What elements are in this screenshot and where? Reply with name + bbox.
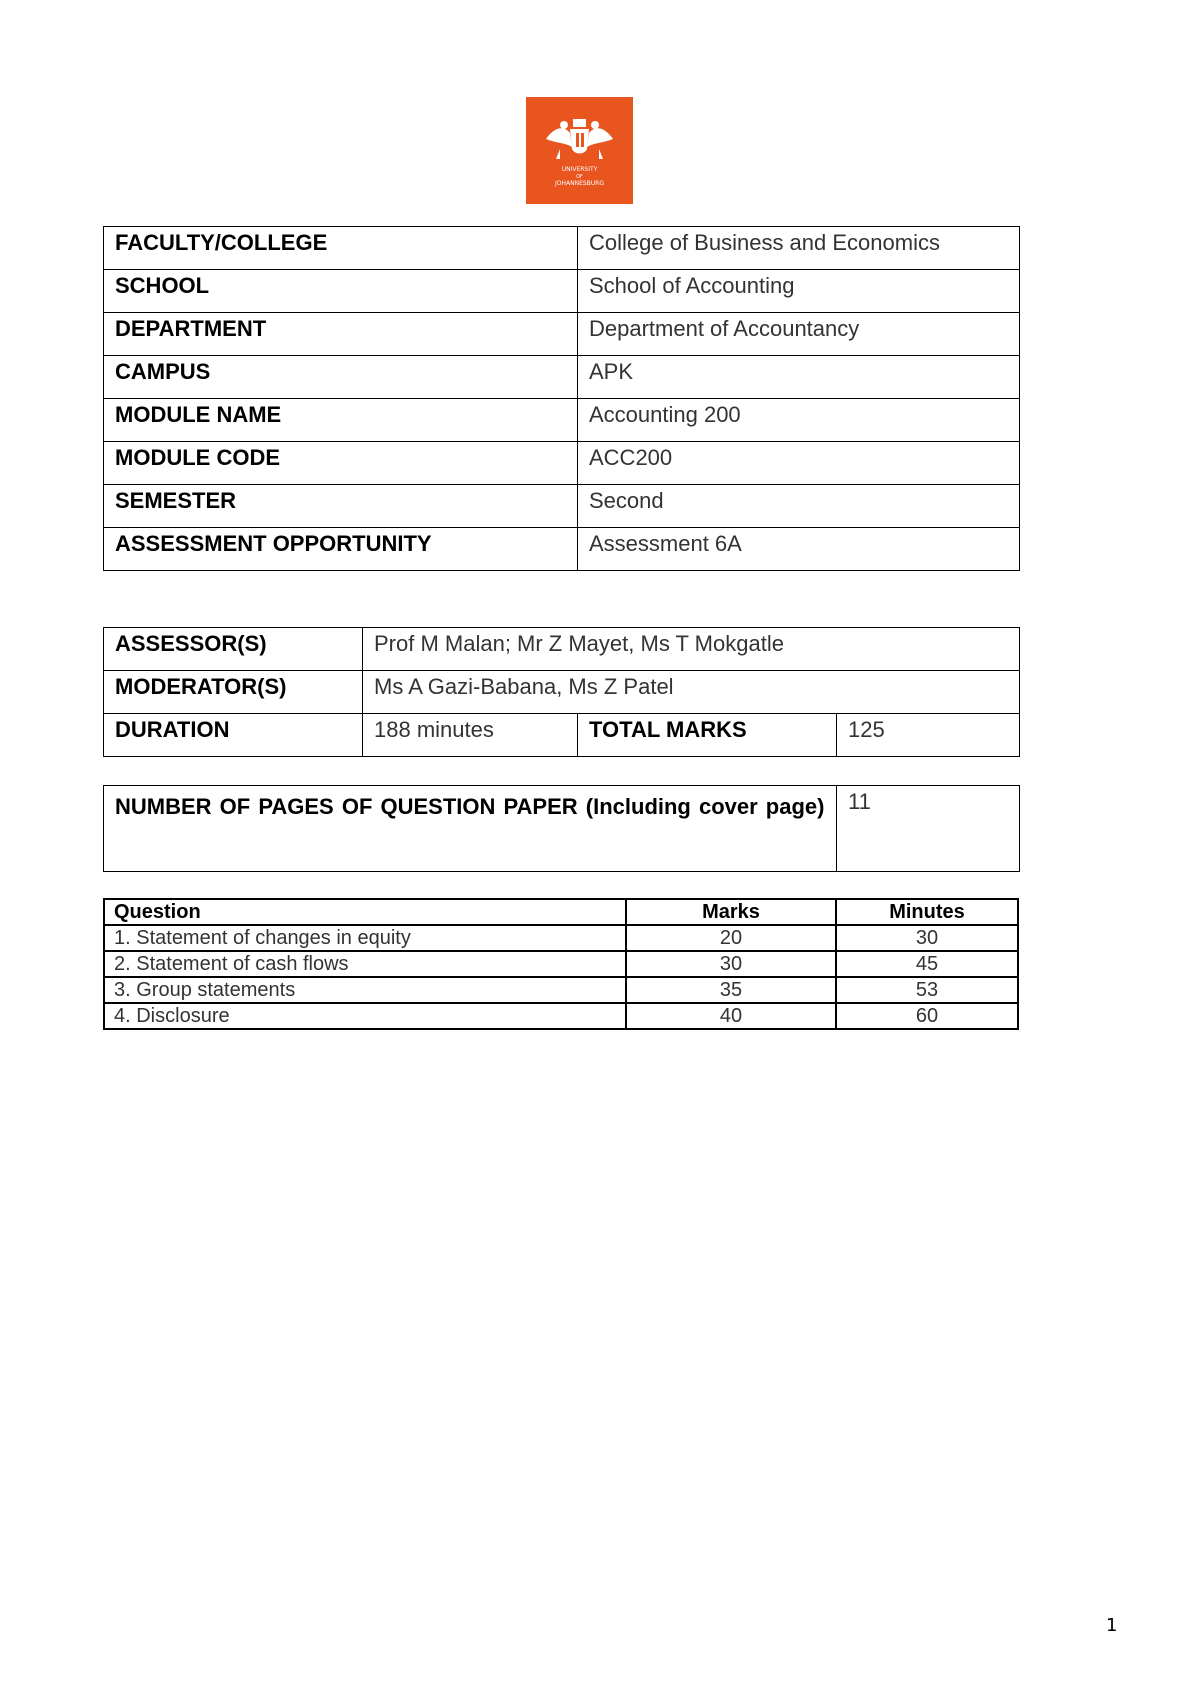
duration-row xyxy=(104,714,1020,757)
marks-cell: 35 xyxy=(626,977,836,1003)
info-row xyxy=(104,485,1020,528)
info-label: MODULE NAME xyxy=(104,399,578,442)
duration-label: DURATION xyxy=(104,714,363,757)
question-cell: 3. Group statements xyxy=(104,977,626,1003)
info-row xyxy=(104,528,1020,571)
assessors-value: Prof M Malan; Mr Z Mayet, Ms T Mokgatle xyxy=(363,628,1020,671)
info-label: FACULTY/COLLEGE xyxy=(104,227,578,270)
total-marks-label: TOTAL MARKS xyxy=(578,714,837,757)
question-cell: 1. Statement of changes in equity xyxy=(104,925,626,951)
info-value: College of Business and Economics xyxy=(578,227,1020,270)
total-marks-value: 125 xyxy=(837,714,1020,757)
minutes-cell: 60 xyxy=(836,1003,1018,1029)
question-cell: 4. Disclosure xyxy=(104,1003,626,1029)
info-value: ACC200 xyxy=(578,442,1020,485)
questions-table xyxy=(103,898,1019,1030)
info-row xyxy=(104,442,1020,485)
marks-cell: 30 xyxy=(626,951,836,977)
assessors-row xyxy=(104,628,1020,671)
info-value: APK xyxy=(578,356,1020,399)
info-row xyxy=(104,356,1020,399)
pages-row xyxy=(104,786,1020,872)
marks-cell: 20 xyxy=(626,925,836,951)
staff-table xyxy=(103,627,1020,757)
logo-text-line2: OF xyxy=(576,174,583,180)
info-label: MODULE CODE xyxy=(104,442,578,485)
info-value: Second xyxy=(578,485,1020,528)
question-cell: 2. Statement of cash flows xyxy=(104,951,626,977)
marks-header: Marks xyxy=(626,899,836,925)
table-row xyxy=(104,951,1018,977)
minutes-cell: 45 xyxy=(836,951,1018,977)
module-info-table xyxy=(103,226,1020,571)
question-header: Question xyxy=(104,899,626,925)
university-logo xyxy=(526,97,633,204)
minutes-header: Minutes xyxy=(836,899,1018,925)
moderators-row xyxy=(104,671,1020,714)
marks-cell: 40 xyxy=(626,1003,836,1029)
info-label: DEPARTMENT xyxy=(104,313,578,356)
pages-value: 11 xyxy=(837,786,1020,872)
info-label: SEMESTER xyxy=(104,485,578,528)
page-number: 1 xyxy=(1106,1615,1118,1636)
logo-text-line1: UNIVERSITY xyxy=(561,166,598,173)
info-value: Assessment 6A xyxy=(578,528,1020,571)
info-row xyxy=(104,399,1020,442)
minutes-cell: 53 xyxy=(836,977,1018,1003)
logo-crest-icon xyxy=(526,97,633,204)
info-value: Department of Accountancy xyxy=(578,313,1020,356)
assessors-label: ASSESSOR(S) xyxy=(104,628,363,671)
moderators-value: Ms A Gazi-Babana, Ms Z Patel xyxy=(363,671,1020,714)
info-row xyxy=(104,270,1020,313)
info-label: ASSESSMENT OPPORTUNITY xyxy=(104,528,578,571)
table-row xyxy=(104,1003,1018,1029)
logo-text-line3: JOHANNESBURG xyxy=(554,180,605,187)
questions-header-row xyxy=(104,899,1018,925)
pages-table xyxy=(103,785,1020,872)
pages-label: NUMBER OF PAGES OF QUESTION PAPER (Including cover page) xyxy=(104,786,837,872)
info-value: Accounting 200 xyxy=(578,399,1020,442)
duration-value: 188 minutes xyxy=(363,714,578,757)
minutes-cell: 30 xyxy=(836,925,1018,951)
info-label: SCHOOL xyxy=(104,270,578,313)
info-value: School of Accounting xyxy=(578,270,1020,313)
info-label: CAMPUS xyxy=(104,356,578,399)
info-row xyxy=(104,313,1020,356)
moderators-label: MODERATOR(S) xyxy=(104,671,363,714)
info-row xyxy=(104,227,1020,270)
table-row xyxy=(104,925,1018,951)
table-row xyxy=(104,977,1018,1003)
